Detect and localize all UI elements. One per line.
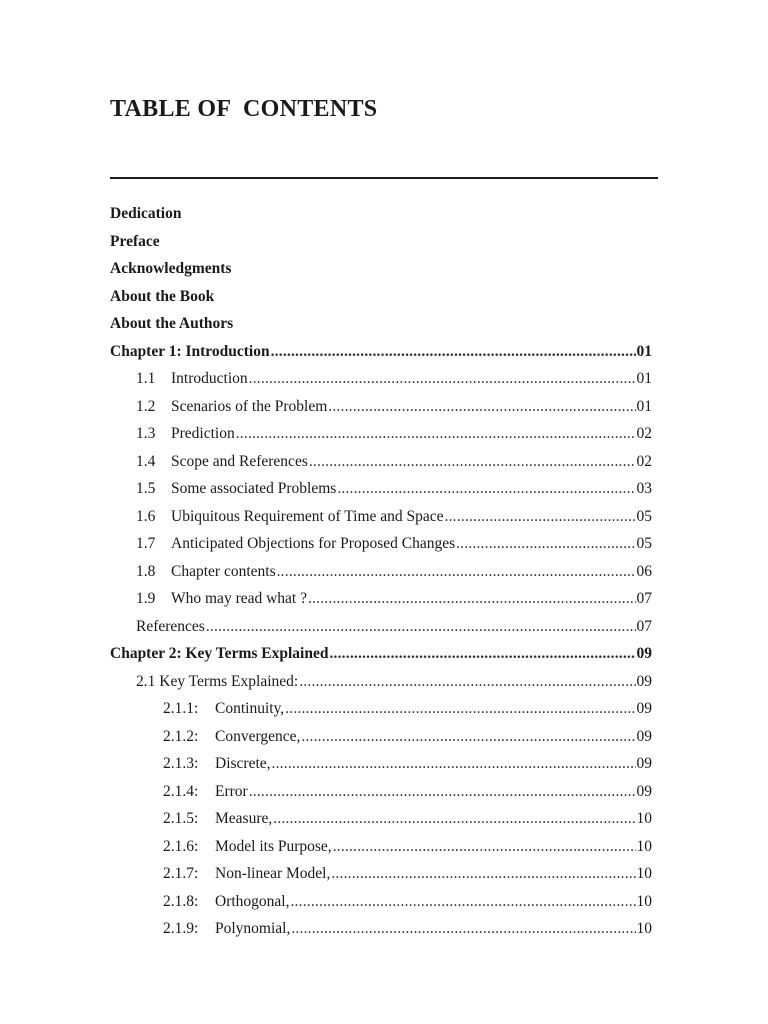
subsection-number: 2.1.5: (163, 810, 199, 827)
dot-leader (249, 781, 636, 803)
toc-section[interactable] (110, 671, 652, 699)
toc-chapter-2[interactable] (110, 643, 652, 671)
page-number: 01 (636, 342, 652, 360)
page-number: 10 (636, 920, 652, 937)
toc-chapter-1[interactable] (110, 341, 652, 369)
section-number: 1.5 (136, 480, 156, 497)
page-number: 10 (636, 865, 652, 882)
toc-section[interactable] (110, 478, 652, 506)
page-number: 09 (636, 727, 652, 745)
subsection-number: 2.1.1: (163, 700, 199, 717)
page-number: 02 (636, 452, 652, 470)
section-title: Introduction (171, 370, 248, 387)
toc-subsection[interactable] (110, 698, 652, 726)
page-number: 07 (636, 590, 652, 607)
dot-leader (331, 863, 635, 885)
toc-entry-label: Preface (110, 232, 160, 250)
section-number: 1.9 (136, 590, 156, 607)
toc-list (110, 203, 652, 946)
page-title: TABLE OF CONTENTS (110, 96, 378, 122)
subsection-number: 2.1.6: (163, 837, 199, 855)
dot-leader (445, 506, 636, 528)
subsection-title: Convergence, (215, 727, 301, 745)
page-number: 09 (636, 700, 652, 717)
toc-entry-about-authors[interactable] (110, 313, 652, 341)
toc-section[interactable] (110, 588, 652, 616)
subsection-title: Polynomial, (215, 920, 291, 937)
dot-leader (272, 753, 636, 775)
dot-leader (290, 891, 635, 913)
toc-entry-dedication[interactable] (110, 203, 652, 231)
subsection-number: 2.1.3: (163, 755, 199, 772)
toc-subsection[interactable] (110, 781, 652, 809)
chapter-title: Chapter 1: Introduction (110, 342, 270, 360)
page-number: 09 (636, 782, 652, 800)
toc-section[interactable] (110, 396, 652, 424)
section-number: 1.3 (136, 425, 156, 442)
dot-leader (206, 616, 636, 638)
page-number: 05 (636, 535, 652, 552)
section-number: 1.4 (136, 452, 156, 470)
toc-entry-preface[interactable] (110, 231, 652, 259)
subsection-title: Measure, (215, 810, 273, 827)
dot-leader (236, 423, 636, 445)
page-number: 09 (636, 672, 652, 690)
section-title: Anticipated Objections for Proposed Changes (171, 535, 456, 552)
dot-leader (273, 808, 635, 830)
section-title: References (136, 617, 205, 635)
page-number: 09 (636, 645, 652, 662)
section-number: 1.7 (136, 535, 156, 552)
dot-leader (277, 561, 636, 583)
subsection-number: 2.1.4: (163, 782, 199, 800)
section-title: Scope and References (171, 452, 308, 470)
page-number: 07 (636, 617, 652, 635)
section-number: 1.1 (136, 370, 156, 387)
toc-references[interactable] (110, 616, 652, 644)
toc-entry-label: Acknowledgments (110, 260, 232, 277)
toc-section[interactable] (110, 506, 652, 534)
toc-entry-label: About the Authors (110, 315, 234, 332)
toc-entry-about-book[interactable] (110, 286, 652, 314)
page-number: 01 (636, 397, 652, 415)
subsection-title: Model its Purpose, (215, 837, 332, 855)
title-divider (110, 177, 658, 179)
page-number: 05 (636, 507, 652, 525)
section-title: Some associated Problems (171, 480, 337, 497)
subsection-title: Orthogonal, (215, 892, 290, 910)
subsection-number: 2.1.7: (163, 865, 199, 882)
subsection-number: 2.1.8: (163, 892, 199, 910)
toc-subsection[interactable] (110, 836, 652, 864)
dot-leader (309, 451, 636, 473)
section-number: 1.2 (136, 397, 156, 415)
section-title: Ubiquitous Requirement of Time and Space (171, 507, 444, 525)
chapter-title: Chapter 2: Key Terms Explained (110, 645, 329, 662)
toc-subsection[interactable] (110, 891, 652, 919)
page-number: 09 (636, 755, 652, 772)
toc-section[interactable] (110, 533, 652, 561)
subsection-number: 2.1.2: (163, 727, 199, 745)
section-title: 2.1 Key Terms Explained: (136, 672, 299, 690)
toc-entry-label: About the Book (110, 287, 215, 305)
toc-subsection[interactable] (110, 863, 652, 891)
section-title: Chapter contents (171, 562, 276, 580)
subsection-title: Non-linear Model, (215, 865, 331, 882)
toc-subsection[interactable] (110, 808, 652, 836)
dot-leader (249, 368, 636, 390)
dot-leader (291, 918, 635, 940)
page-number: 10 (636, 810, 652, 827)
toc-section[interactable] (110, 561, 652, 589)
page-number: 06 (636, 562, 652, 580)
dot-leader (328, 396, 635, 418)
subsection-title: Error (215, 782, 248, 800)
page-number: 03 (636, 480, 652, 497)
subsection-number: 2.1.9: (163, 920, 199, 937)
section-number: 1.6 (136, 507, 156, 525)
toc-section[interactable] (110, 423, 652, 451)
page-number: 01 (636, 370, 652, 387)
section-title: Scenarios of the Problem (171, 397, 328, 415)
toc-section[interactable] (110, 368, 652, 396)
section-title: Who may read what ? (171, 590, 307, 607)
dot-leader (308, 588, 636, 610)
page-number: 02 (636, 425, 652, 442)
subsection-title: Continuity, (215, 700, 285, 717)
dot-leader (333, 836, 636, 858)
dot-leader (299, 671, 635, 693)
toc-subsection[interactable] (110, 753, 652, 781)
toc-section[interactable] (110, 451, 652, 479)
toc-subsection[interactable] (110, 918, 652, 946)
dot-leader (329, 643, 635, 665)
dot-leader (301, 726, 635, 748)
section-title: Prediction (171, 425, 235, 442)
toc-entry-label: Dedication (110, 205, 182, 222)
section-number: 1.8 (136, 562, 156, 580)
dot-leader (285, 698, 635, 720)
toc-subsection[interactable] (110, 726, 652, 754)
subsection-title: Discrete, (215, 755, 271, 772)
toc-entry-acknowledgments[interactable] (110, 258, 652, 286)
dot-leader (456, 533, 635, 555)
page-number: 10 (636, 892, 652, 910)
dot-leader (271, 341, 636, 363)
page-number: 10 (636, 837, 652, 855)
dot-leader (337, 478, 635, 500)
